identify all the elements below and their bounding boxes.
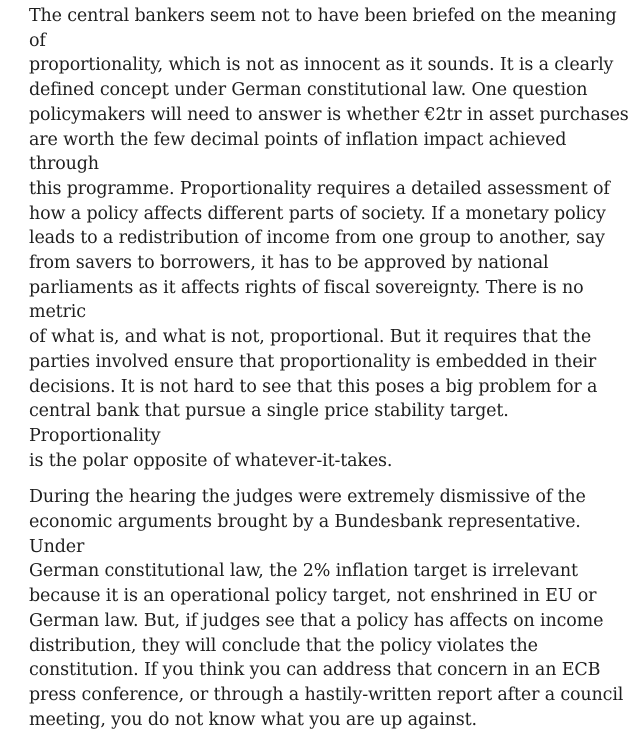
paragraph-hearing: During the hearing the judges were extremely dismissive of the economic arguments brought by a Bundesbank representative. Under German constitutional law, the 2% inflation target is irrelevant because it is an operational policy target, not enshrined in EU or German law. But, if judges see that a policy has affects on income distribution, they will conclude that the policy violates the constitution. If you think you can address that concern in an ECB press conference, or through a hastily-written report after a council meeting, you do not know what you are up against. xyxy=(29,487,624,730)
paragraph-proportionality: The central bankers seem not to have been briefed on the meaning of proportionality, which is not as innocent as it sounds. It is a clearly defined concept under German constitutional law. One question policymakers will need to answer is whether €2tr in asset purchases are worth the few decimal points of inflation impact achieved through this programme. Proportionality requires a detailed assessment of how a policy affects different parts of society. If a monetary policy leads to a redistribution of income from one group to another, say from savers to borrowers, it has to be approved by national parliaments as it affects rights of fiscal sovereignty. There is no metric of what is, and what is not, proportional. But it requires that the parties involved ensure that proportionality is embedded in their decisions. It is not hard to see that this poses a big problem for a central bank that pursue a single price stability target. Proportionality is the polar opposite of whatever-it-takes. xyxy=(29,6,629,471)
article-body xyxy=(29,0,629,732)
